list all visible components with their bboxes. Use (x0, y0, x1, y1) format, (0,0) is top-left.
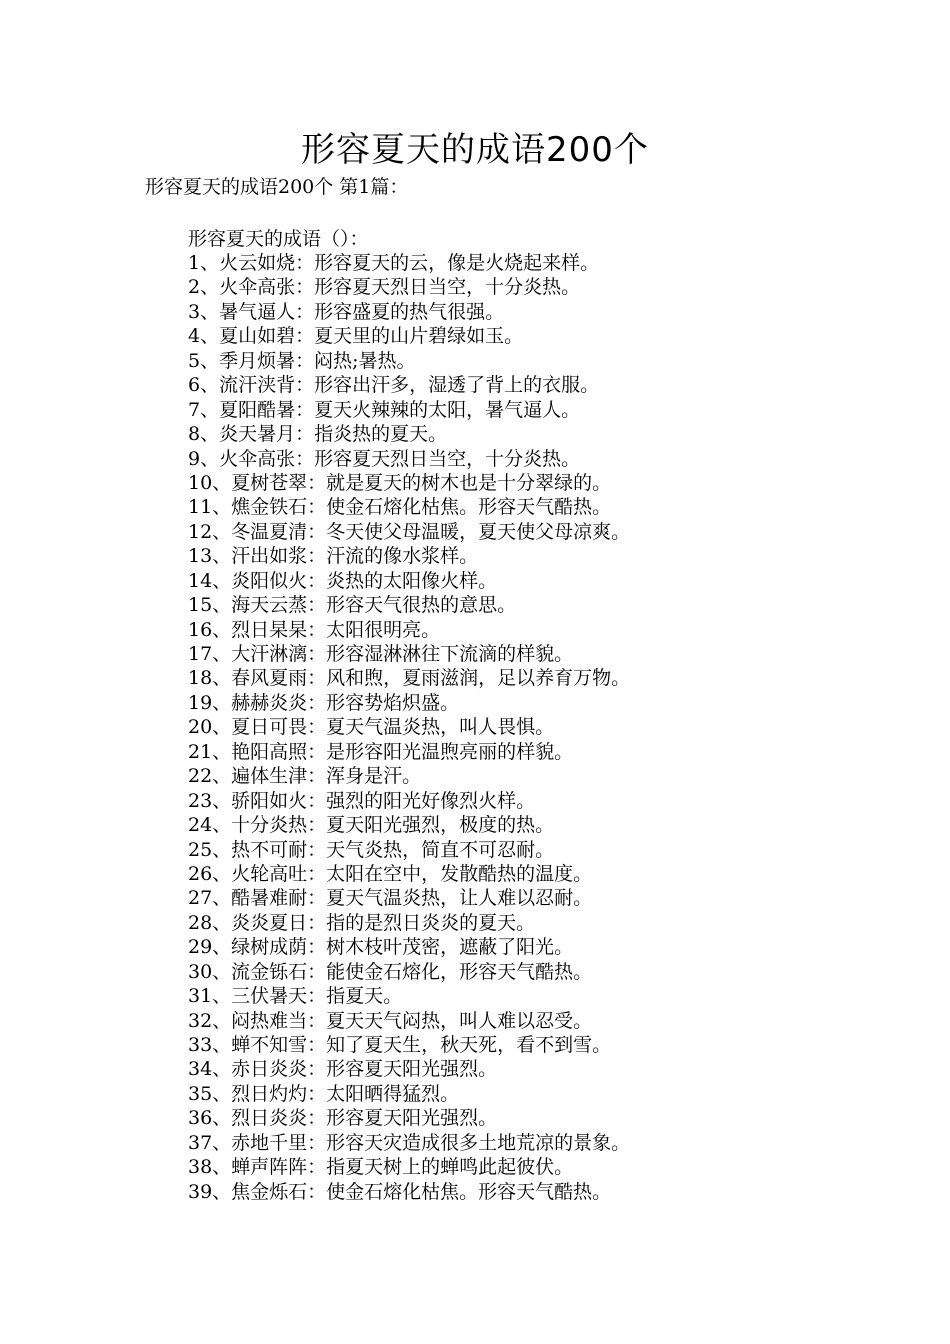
list-item: 10、夏树苍翠：就是夏天的树木也是十分翠绿的。 (188, 471, 612, 494)
list-item: 19、赫赫炎炎：形容势焰炽盛。 (188, 691, 460, 714)
list-item: 24、十分炎热：夏天阳光强烈，极度的热。 (188, 814, 555, 837)
list-item: 30、流金铄石：能使金石熔化，形容天气酷热。 (188, 960, 593, 983)
list-item: 2、火伞高张：形容夏天烈日当空，十分炎热。 (188, 276, 581, 299)
list-item: 39、焦金烁石：使金石熔化枯焦。形容天气酷热。 (188, 1180, 612, 1203)
list-item: 4、夏山如碧：夏天里的山片碧绿如玉。 (188, 325, 524, 348)
list-item: 25、热不可耐：天气炎热，简直不可忍耐。 (188, 838, 555, 861)
list-item: 26、火轮高吐：太阳在空中，发散酷热的温度。 (188, 862, 593, 885)
list-item: 36、烈日炎炎：形容夏天阳光强烈。 (188, 1107, 498, 1130)
list-item: 28、炎炎夏日：指的是烈日炎炎的夏天。 (188, 911, 536, 934)
list-item: 11、燋金铁石：使金石熔化枯焦。形容天气酷热。 (188, 496, 612, 519)
list-item: 13、汗出如浆：汗流的像水浆样。 (188, 545, 479, 568)
list-item: 9、火伞高张：形容夏天烈日当空，十分炎热。 (188, 447, 581, 470)
list-item: 16、烈日杲杲：太阳很明亮。 (188, 618, 441, 641)
list-item: 6、流汗浃背：形容出汗多，湿透了背上的衣服。 (188, 374, 600, 397)
section-heading: 形容夏天的成语（）： (188, 228, 369, 250)
list-item: 21、艳阳高照：是形容阳光温煦亮丽的样貌。 (188, 740, 574, 763)
list-item: 7、夏阳酷暑：夏天火辣辣的太阳，暑气逼人。 (188, 398, 581, 421)
list-item: 37、赤地千里：形容天灾造成很多土地荒凉的景象。 (188, 1131, 631, 1154)
idiom-list (188, 251, 630, 1204)
list-item: 32、闷热难当：夏天天气闷热，叫人难以忍受。 (188, 1009, 593, 1032)
list-item: 22、遍体生津：浑身是汗。 (188, 765, 422, 788)
chapter-subtitle: 形容夏天的成语200个 第1篇： (145, 176, 409, 198)
list-item: 5、季月烦暑：闷热;暑热。 (188, 349, 416, 372)
list-item: 31、三伏暑天：指夏天。 (188, 985, 403, 1008)
list-item: 27、酷暑难耐：夏天气温炎热，让人难以忍耐。 (188, 887, 593, 910)
list-item: 23、骄阳如火：强烈的阳光好像烈火样。 (188, 789, 536, 812)
list-item: 14、炎阳似火：炎热的太阳像火样。 (188, 569, 498, 592)
list-item: 29、绿树成荫：树木枝叶茂密，遮蔽了阳光。 (188, 936, 574, 959)
list-item: 15、海天云蒸：形容天气很热的意思。 (188, 594, 517, 617)
list-item: 20、夏日可畏：夏天气温炎热，叫人畏惧。 (188, 716, 555, 739)
list-item: 12、冬温夏清：冬天使父母温暖，夏天使父母凉爽。 (188, 520, 631, 543)
list-item: 34、赤日炎炎：形容夏天阳光强烈。 (188, 1058, 498, 1081)
list-item: 35、烈日灼灼：太阳晒得猛烈。 (188, 1082, 460, 1105)
list-item: 1、火云如烧：形容夏天的云，像是火烧起来样。 (188, 252, 600, 274)
list-item: 3、暑气逼人：形容盛夏的热气很强。 (188, 300, 505, 323)
list-item: 38、蝉声阵阵：指夏天树上的蝉鸣此起彼伏。 (188, 1156, 574, 1179)
page-title: 形容夏天的成语200个 (301, 130, 649, 170)
list-item: 33、蝉不知雪：知了夏天生，秋天死，看不到雪。 (188, 1034, 612, 1056)
list-item: 17、大汗淋漓：形容湿淋淋往下流滴的样貌。 (188, 643, 574, 665)
list-item: 8、炎天暑月：指炎热的夏天。 (188, 423, 448, 446)
list-item: 18、春风夏雨：风和煦，夏雨滋润，足以养育万物。 (188, 667, 631, 690)
